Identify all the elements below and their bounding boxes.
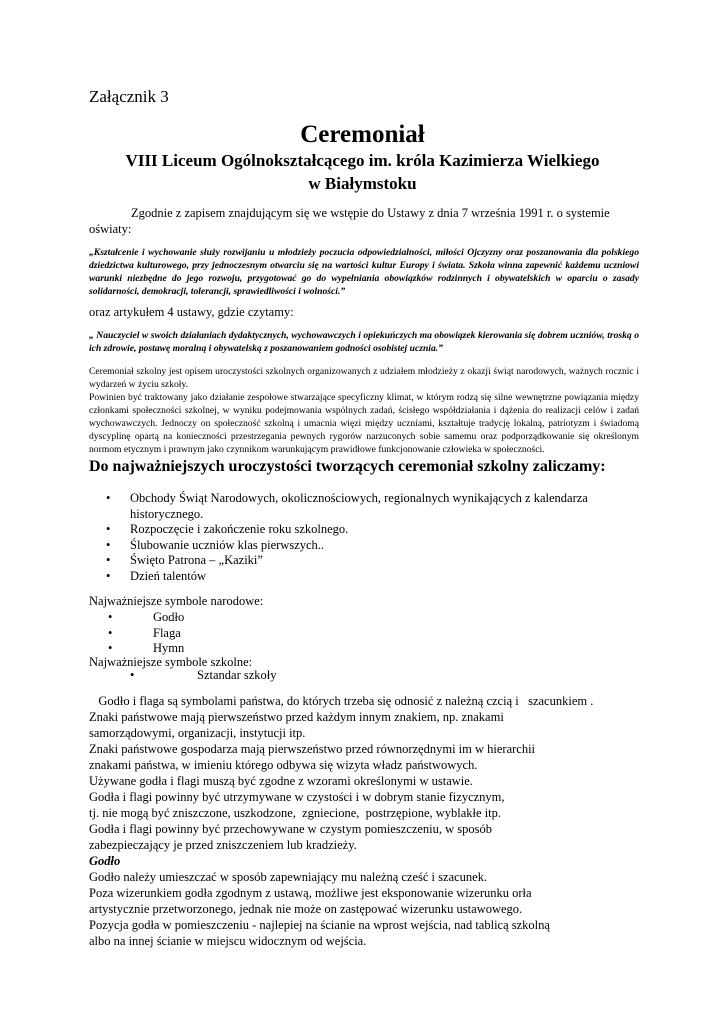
bullet-icon: • [108, 625, 113, 640]
list-item-text: Flaga [153, 625, 181, 640]
text-line: zabezpieczający je przed zniszczeniem lub kradzieży. [89, 838, 357, 852]
school-name-line2: w Białymstoku [308, 174, 417, 193]
text-line: znakami państwa, w imieniu którego odbywa się wizyta władz państwowych. [89, 758, 478, 772]
text-line: Znaki państwowe mają pierwszeństwo przed każdym innym znakiem, np. znakami [89, 710, 504, 724]
bullet-icon: • [106, 537, 111, 552]
godlo-subheading: Godło [89, 854, 121, 868]
ceremonial-purpose-paragraph: Powinien być traktowany jako działanie zespołowe stwarzające specyficzny klimat, w którym rodzą się silne wewnętrzne powiązania między członkami społeczności szkolnej, w wyniku podejmowania wspólnych zadań, ścisłego współdziałania i dążenia do realizacji celów i zadań wychowawczych. Jednoczy on społeczność szkolną i umacnia więzi między uczniami, kształtuje tradycję lokalną, patriotyzm i świadomą dyscyplinę opartą na konieczności przestrzegania pewnych rygorów narzuconych sobie samemu oraz podporządkowanie się określonym normom etycznym i prawnym jako czynnikom warunkującym prawidłowe funkcjonowanie człowieka w społeczności. [89, 392, 639, 455]
list-item-text: Obchody Świąt Narodowych, okolicznościowych, regionalnych wynikających z kalendarza historycznego. [130, 491, 588, 521]
list-item [106, 553, 606, 569]
symbols-rules-paragraph [89, 693, 649, 949]
bullet-icon: • [130, 668, 135, 682]
list-item [108, 626, 408, 642]
attachment-label: Załącznik 3 [89, 87, 169, 106]
quote-education-act: „Kształcenie i wychowanie służy rozwijaniu u młodzieży poczucia odpowiedzialności, miłości Ojczyzny oraz poszanowania dla polskiego dziedzictwa kulturowego, przy jednoczesnym otwarciu się na wartości kultur Europy i świata. Szkoła winna zapewnić każdemu uczniowi warunki niezbędne do jego rozwoju, przygotować go do wypełniania obowiązków rodzinnych i obywatelskich w oparciu o zasady solidarności, demokracji, tolerancji, sprawiedliwości i wolności.” [89, 247, 639, 297]
list-item [106, 522, 606, 538]
text-line: Pozycja godła w pomieszczeniu - najlepiej na ścianie na wprost wejścia, nad tablicą szkolną [89, 918, 550, 932]
text-line: Godła i flagi powinny być przechowywane w czystym pomieszczeniu, w sposób [89, 822, 493, 836]
text-line: Godło należy umieszczać w sposób zapewniający mu należną cześć i szacunek. [89, 870, 488, 884]
school-symbols-heading: Najważniejsze symbole szkolne: [89, 655, 253, 669]
bullet-icon: • [108, 610, 113, 624]
document-title: Ceremoniał [300, 121, 425, 148]
bullet-icon: • [106, 553, 111, 567]
list-item-text: Godło [153, 610, 185, 624]
quote-article-4: „ Nauczyciel w swoich działaniach dydaktycznych, wychowawczych i opiekuńczych ma obowiązek kierowania się dobrem uczniów, troską o ich zdrowie, postawę moralną i obywatelską z poszanowaniem godności osobistej ucznia.” [89, 330, 639, 354]
ceremonies-heading: Do najważniejszych uroczystości tworzących ceremoniał szkolny zaliczamy: [89, 458, 606, 475]
text-line: samorządowymi, organizacji, instytucji itp. [89, 726, 306, 740]
list-item-text: Dzień talentów [130, 568, 207, 583]
bullet-icon: • [106, 522, 111, 536]
school-symbols-list [130, 668, 430, 684]
text-line: albo na innej ścianie w miejscu widocznym od wejścia. [89, 934, 367, 948]
list-item-text: Ślubowanie uczniów klas pierwszych.. [130, 537, 325, 552]
text-line: tj. nie mogą być zniszczone, uszkodzone, zgniecione, postrzępione, wyblakłe itp. [89, 806, 502, 820]
national-symbols-list [108, 610, 408, 657]
bullet-icon: • [106, 568, 111, 583]
text-line: Poza wizerunkiem godła zgodnym z ustawą, możliwe jest eksponowanie wizerunku orła [89, 886, 532, 900]
list-item [106, 491, 606, 522]
list-item-text: Święto Patrona – „Kaziki” [130, 553, 263, 567]
school-name-line1: VIII Liceum Ogólnokształcącego im. króla Kazimierza Wielkiego [125, 151, 600, 170]
text-line: artystycznie przetworzonego, jednak nie może on zastępować wizerunku ustawowego. [89, 902, 523, 916]
ceremonial-description-paragraph: Ceremoniał szkolny jest opisem uroczystości szkolnych organizowanych z udziałem młodzieży z okazji świąt narodowych, ważnych rocznic i wydarzeń w życiu szkoły. [89, 366, 639, 390]
list-item-text: Hymn [153, 641, 185, 655]
text-line: Godło i flaga są symbolami państwa, do których trzeba się odnosić z należną czcią i szacunkiem . [89, 694, 594, 708]
national-symbols-heading: Najważniejsze symbole narodowe: [89, 594, 264, 608]
list-item [106, 569, 606, 585]
text-line: Godła i flagi powinny być utrzymywane w czystości i w dobrym stanie fizycznym, [89, 790, 505, 804]
ceremonies-list [106, 491, 606, 584]
intro-paragraph: Zgodnie z zapisem znajdującym się we wstępie do Ustawy z dnia 7 września 1991 r. o systemie oświaty: [89, 206, 610, 236]
list-item-text: Rozpoczęcie i zakończenie roku szkolnego. [130, 522, 349, 536]
bullet-icon: • [108, 641, 113, 655]
list-item [106, 538, 606, 554]
list-item [130, 668, 430, 684]
bullet-icon: • [106, 491, 111, 505]
article-intro-line: oraz artykułem 4 ustawy, gdzie czytamy: [89, 305, 294, 319]
text-line: Znaki państwowe gospodarza mają pierwszeństwo przed równorzędnymi im w hierarchii [89, 742, 536, 756]
text-line: Używane godła i flagi muszą być zgodne z wzorami określonymi w ustawie. [89, 774, 473, 788]
list-item [108, 610, 408, 626]
list-item-text: Sztandar szkoły [197, 668, 277, 682]
